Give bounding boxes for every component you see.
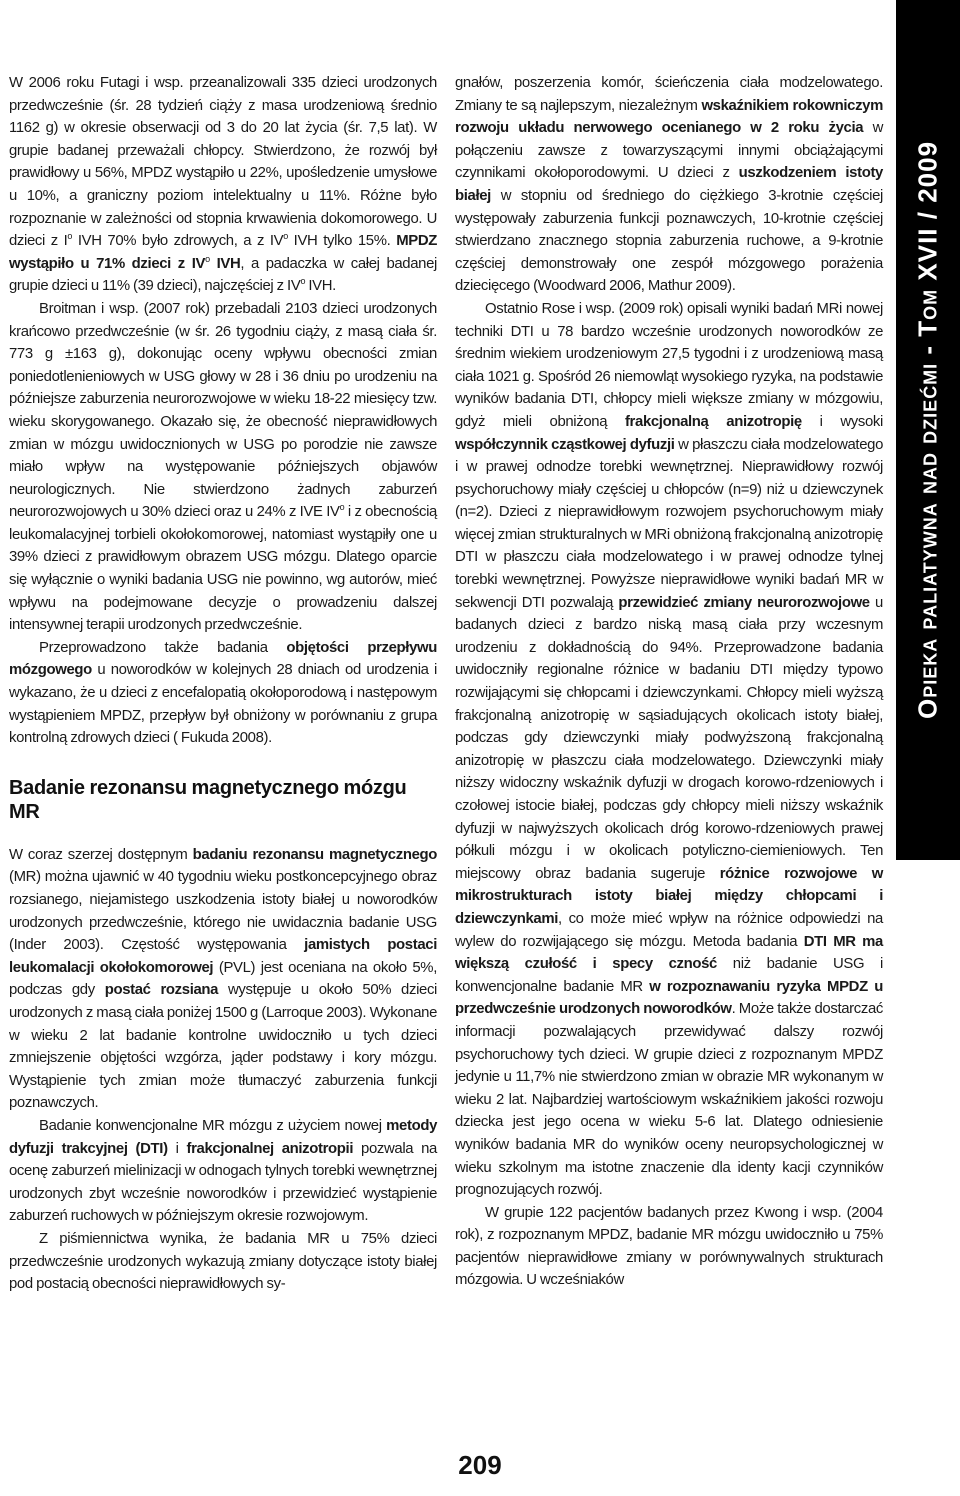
paragraph-przeplyw: Przeprowadzono także badania objętości przepływu mózgowego u noworodków w kolejnych 28 dniach od urodzenia i wykazano, że u dzieci z encefalopatią okołoporodową i następowym wystąpieniem MPDZ, przepływ był obniżony w porównaniu z grupa kontrolną zdrowych dzieci ( Fukuda 2008). bbox=[9, 639, 437, 747]
paragraph-dti: Badanie konwencjonalne MR mózgu z użyciem nowej metody dyfuzji trakcyjnej (DTI) i frakcjonalnej anizotropii pozwala na ocenę zaburzeń mielinizacji w odnogach tylnych torebki wewnętrznej urodzonych zbyt wcześnie noworodków i przewidzieć wystąpienie zaburzeń ruchowych w późniejszym okresie rozwojowym. bbox=[9, 1117, 437, 1225]
paragraph-rokowanie: gnałów, poszerzenia komór, ścieńczenia ciała modzelowatego. Zmiany te są najlepszym, niezależnym wskaźnikiem rokowniczym rozwoju układu nerwowego ocenianego w 2 roku życia w połączeniu zawsze z towarzyszącymi innymi obciążającymi czynnikami okołoporodowymi. U dzieci z uszkodzeniem istoty białej w stopniu od średniego do ciężkiego 3-krotnie częściej występowały zaburzenia funkcji poznawczych, 10-krotnie częściej stwierdzano znacznego stopnia zaburzenia ruchowe, a 9-krotnie częściej demonstrowały one zespół mózgowego porażenia dziecięcego (Woodward 2006, Mathur 2009). bbox=[455, 75, 883, 295]
paragraph-rose: Ostatnio Rose i wsp. (2009 rok) opisali wyniki badań MRi nowej techniki DTI u 78 bardzo wcześnie urodzonych noworodków ze średnim wiekiem urodzeniowym 27,5 tygodni i z urodzeniową masą ciała 1021 g. Spośród 26 niemowląt wysokiego ryzyka, na podstawie wyników badania DTI, chłopcy mieli większe zmiany w mózgowiu, gdyż mieli obniżoną frakcjonalną anizotropię i wysoki współczynnik cząstkowej dyfuzji w płaszczu ciała modzelowatego i w prawej odnodze torebki wewnętrznej. Nieprawidłowy rozwój psychoruchowy miały częściej u chłopców (n=9) niż u dziewczynek (n=2). Dzieci z nieprawidłowym rozwojem psychoruchowym miały więcej zmian strukturalnych w MRi obniżoną frakcjonalną anizotropię DTI w płaszczu ciała modzelowatego i w prawej odnodze tylnej torebki wewnętrznej. Powyższe nieprawidłowe wyniki badań MR w sekwencji DTI pozwalają przewidzieć zmiany neurorozwojowe u badanych dzieci z bardzo niską masą ciała przy wczesnym urodzeniu z dokładnością do 94%. Przeprowadzone badania uwidoczniły regionalne różnice w badaniu DTI między typowo rozwijającymi się chłopcami i dziewczynkami. Chłopcy mieli wyższą frakcjonalną anizotropię w sąsiadujących okolicach istoty białej, podczas gdy dziewczynki miały podwyższoną frakcjonalną anizotropię w płaszczu ciała modzelowatego. Dziewczynki miały niższy widoczny wskaźnik dyfuzji w drogach korowo-rdzeniowych i czołowej istocie białej, podczas gdy chłopcy mieli niższy wskaźnik dyfuzji w najwyższych okolicach dróg korowo-rdzeniowych prawej półkuli mózgu i w okolicach potyliczno-ciemieniowych. Ten miejscowy obraz badania sugeruje różnice rozwojowe w mikrostrukturach istoty białej między chłopcami i dziewczynkami, co może mieć wpływ na różnice odpowiedzi na wylew do rozwijającego się mózgu. Metoda badania DTI MR ma większą czułość i specy czność niż badanie USG i konwencjonalne badanie MR w rozpoznawaniu ryzyka MPDZ u przedwcześnie urodzonych noworodków. Może także dostarczać informacji pozwalających przewidywać dalszy rozwój psychoruchowy tych dzieci. W grupie dzieci z rozpoznanym MPDZ jedynie u 11,7% nie stwierdzono zmian w obrazie MR wykonanym w wieku 2 lat. Najbardziej wartościowym wskaźnikiem jakości rozwoju dziecka jest jego ocena w wieku 5-6 lat. Dlatego odniesienie wyników badania MR do wyników oceny neuropsychologicznej w wieku szkolnym ma istotne znaczenie dla identy kacji czynników prognozujących rozwój. bbox=[455, 300, 884, 1199]
journal-title-vertical: Opieka paliatywna nad dziećmi - Tom XVII / 2009 bbox=[912, 140, 943, 720]
paragraph-mr-intro: W coraz szerzej dostępnym badaniu rezonansu magnetycznego (MR) można ujawnić w 40 tygodniu wieku postkoncepcyjnego obraz rozsianego, niejamistego uszkodzenia istoty białej u noworodków urodzonych przedwcześnie, którego nie uwidacznia badanie USG (Inder 2003). Częstość występowania jamistych postaci leukomalacji okołokomorowej (PVL) jest oceniana na około 5%, podczas gdy postać rozsiana występuje u około 50% dzieci urodzonych z masą ciała poniżej 1500 g (Larroque 2003). Wykonane w wieku 2 lat badanie kontrolne uwidoczniło u tych dzieci zmniejszenie objętości wzgórza, jąder podstawy i kory mózgu. Wystąpienie tych zmian może tłumaczyć zaburzenia funkcji poznawczych. bbox=[9, 846, 438, 1112]
journal-side-band bbox=[896, 0, 960, 860]
paragraph-pismiennictwo: Z piśmiennictwa wynika, że badania MR u 75% dzieci przedwcześnie urodzonych wykazują zmiany dotyczące istoty białej pod postacią obecności nieprawidłowych sy- bbox=[9, 1230, 437, 1293]
paragraph-kwong: W grupie 122 pacjentów badanych przez Kwong i wsp. (2004 rok), z rozpoznanym MPDZ, badanie MR mózgu uwidoczniło u 75% pacjentów nieprawidłowe zmiany w porównywalnych strukturach mózgowia. U wcześniaków bbox=[455, 1204, 883, 1289]
right-column bbox=[455, 72, 883, 1292]
left-column bbox=[9, 72, 437, 1296]
paragraph-broitman: Broitman i wsp. (2007 rok) przebadali 2103 dzieci urodzonych krańcowo przedwcześnie (w śr. 26 tygodniu ciąży, z masą ciała śr. 773 g ±163 g), dokonując oceny wpływu obecności zmian poniedotlenieniowych w USG głowy w 28 i 36 dniu po urodzeniu na późniejsze zaburzenia neurorozwojowe w wieku 18-22 miesięcy tzw. wieku skorygowanego. Okazało się, że obecność nieprawidłowych zmian w mózgu uwidocznionych w USG po porodzie nie zawsze miało wpływ na występowanie późniejszych objawów neurologicznych. Nie stwierdzono żadnych zaburzeń neurorozwojowych u 30% dzieci oraz u 24% z IVE $IV^o$ i z obecnością leukomalacyjnej torbieli okołokomorowej, natomiast wystąpiły one u 39% dzieci z prawidłowym obrazem USG mózgu. Dlatego oparcie się wyłącznie o wyniki badania USG nie powinno, wg autorów, mieć wpływu na podejmowane decyzje o prowadzeniu dalszej intensywnej terapii urodzonych przedwcześnie. bbox=[9, 300, 437, 634]
paragraph-futagi: W 2006 roku Futagi i wsp. przeanalizowali 335 dzieci urodzonych przedwcześnie (śr. 28 tydzień ciąży z masa urodzeniową średnio 1162 g) w okresie obserwacji od 3 do 20 lat życia (śr. 7,5 lat). W grupie badanej przeważali chłopcy. Stwierdzono, że rozwój był prawidłowy u 56%, MPDZ wystąpiło u 22%, upośledzenie umysłowe u 10%, a graniczny poziom intelektualny u 11%. Różne było rozpoznanie w zależności od stopnia krwawienia dokomorowego. U dzieci z $I^o$ IVH 70% było zdrowych, a z $IV^o$ IVH tylko 15%. MPDZ wystąpiło u 71% dzieci z $IV^o$ IVH, a padaczka w całej badanej grupie dzieci u 11% (39 dzieci), najczęściej z $IV^o$ IVH. bbox=[9, 75, 437, 295]
section-heading: Badanie rezonansu magnetycznego mózgu MR bbox=[9, 776, 407, 823]
page-number: 209 bbox=[458, 1450, 502, 1480]
